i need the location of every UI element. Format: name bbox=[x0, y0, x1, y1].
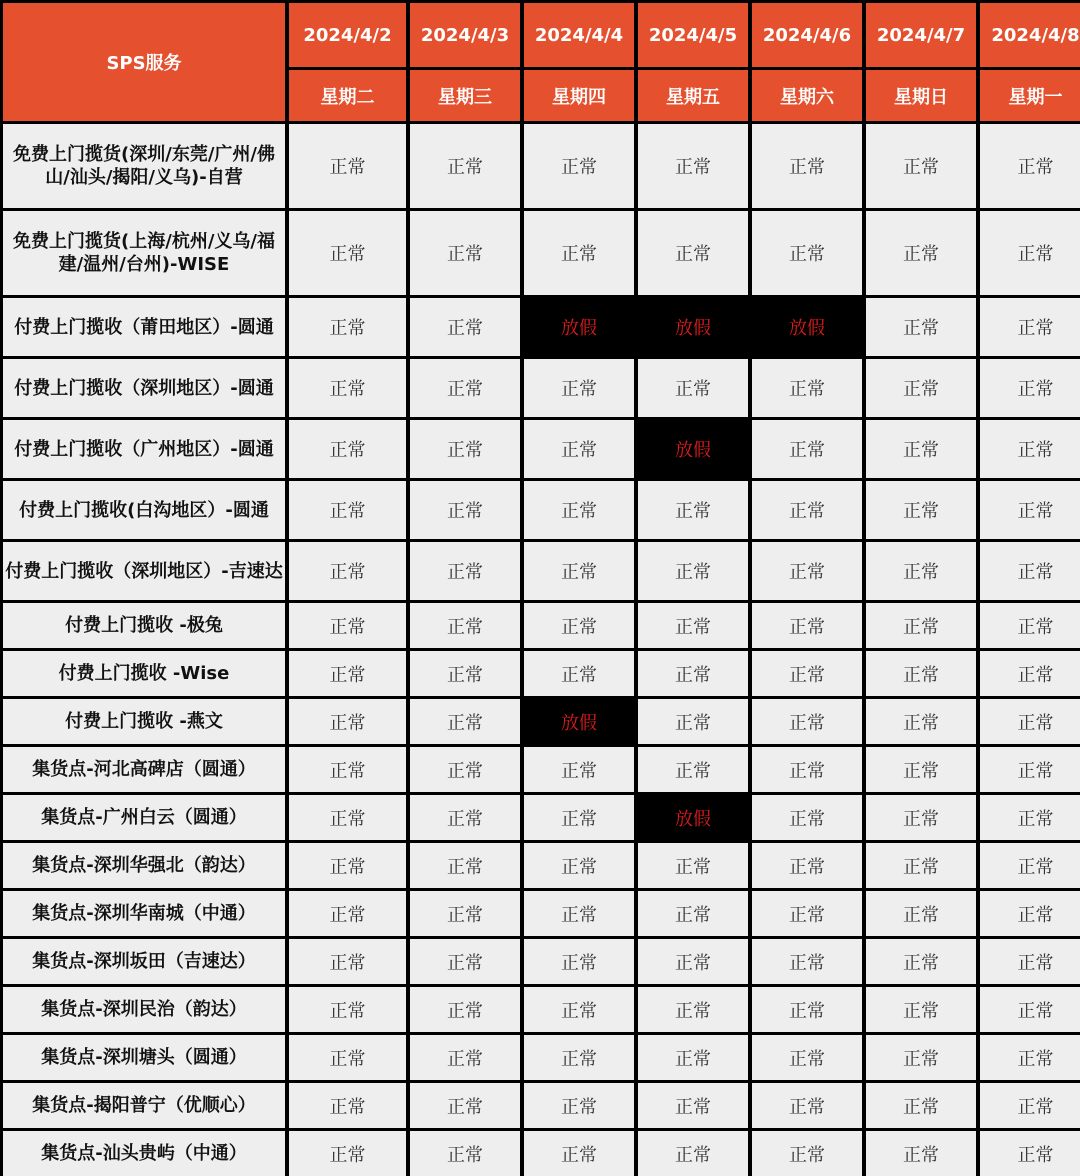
status-cell: 正常 bbox=[638, 1035, 748, 1080]
service-column-header: SPS服务 bbox=[3, 3, 285, 121]
status-cell: 正常 bbox=[524, 481, 634, 539]
service-name: 集货点-汕头贵屿（中通） bbox=[3, 1131, 285, 1176]
status-cell: 正常 bbox=[289, 542, 406, 600]
status-cell: 正常 bbox=[638, 843, 748, 888]
status-cell: 正常 bbox=[980, 843, 1080, 888]
status-cell: 正常 bbox=[410, 481, 520, 539]
service-name: 付费上门揽收 -极兔 bbox=[3, 603, 285, 648]
status-cell: 正常 bbox=[752, 481, 862, 539]
service-name: 集货点-深圳华南城（中通） bbox=[3, 891, 285, 936]
status-cell: 正常 bbox=[289, 1131, 406, 1176]
status-cell: 正常 bbox=[524, 542, 634, 600]
status-cell: 正常 bbox=[866, 1083, 976, 1128]
status-cell: 正常 bbox=[980, 420, 1080, 478]
status-cell: 正常 bbox=[752, 1131, 862, 1176]
status-cell: 正常 bbox=[289, 843, 406, 888]
service-name: 免费上门揽货(深圳/东莞/广州/佛山/汕头/揭阳/义乌)-自营 bbox=[3, 124, 285, 208]
status-cell: 正常 bbox=[980, 359, 1080, 417]
status-cell: 正常 bbox=[289, 481, 406, 539]
service-name: 集货点-揭阳普宁（优顺心） bbox=[3, 1083, 285, 1128]
service-name: 集货点-深圳华强北（韵达） bbox=[3, 843, 285, 888]
date-header: 2024/4/3 bbox=[410, 3, 520, 67]
weekday-header: 星期六 bbox=[752, 70, 862, 121]
status-cell: 正常 bbox=[638, 211, 748, 295]
status-cell: 正常 bbox=[410, 987, 520, 1032]
status-cell: 正常 bbox=[980, 1083, 1080, 1128]
status-cell: 正常 bbox=[866, 481, 976, 539]
status-cell: 正常 bbox=[866, 651, 976, 696]
status-cell: 正常 bbox=[289, 699, 406, 744]
status-cell: 正常 bbox=[524, 603, 634, 648]
status-cell: 正常 bbox=[980, 747, 1080, 792]
service-name: 付费上门揽收（莆田地区）-圆通 bbox=[3, 298, 285, 356]
status-cell: 正常 bbox=[524, 359, 634, 417]
status-cell: 正常 bbox=[980, 891, 1080, 936]
date-header: 2024/4/2 bbox=[289, 3, 406, 67]
status-cell: 正常 bbox=[289, 1035, 406, 1080]
status-cell: 正常 bbox=[980, 1131, 1080, 1176]
status-cell: 正常 bbox=[638, 747, 748, 792]
status-cell: 正常 bbox=[866, 795, 976, 840]
status-cell: 正常 bbox=[752, 843, 862, 888]
status-cell: 正常 bbox=[638, 987, 748, 1032]
status-cell: 正常 bbox=[866, 420, 976, 478]
status-cell: 正常 bbox=[866, 843, 976, 888]
date-header: 2024/4/6 bbox=[752, 3, 862, 67]
service-name: 付费上门揽收（深圳地区）-吉速达 bbox=[3, 542, 285, 600]
status-cell: 正常 bbox=[980, 1035, 1080, 1080]
holiday-status-cell: 放假 bbox=[524, 699, 634, 744]
status-cell: 正常 bbox=[980, 651, 1080, 696]
status-cell: 正常 bbox=[289, 420, 406, 478]
status-cell: 正常 bbox=[980, 987, 1080, 1032]
status-cell: 正常 bbox=[524, 420, 634, 478]
service-name: 付费上门揽收 -燕文 bbox=[3, 699, 285, 744]
status-cell: 正常 bbox=[638, 124, 748, 208]
status-cell: 正常 bbox=[410, 420, 520, 478]
status-cell: 正常 bbox=[638, 542, 748, 600]
status-cell: 正常 bbox=[524, 1035, 634, 1080]
status-cell: 正常 bbox=[638, 1131, 748, 1176]
status-cell: 正常 bbox=[289, 603, 406, 648]
status-cell: 正常 bbox=[638, 359, 748, 417]
status-cell: 正常 bbox=[289, 987, 406, 1032]
weekday-header: 星期五 bbox=[638, 70, 748, 121]
status-cell: 正常 bbox=[980, 211, 1080, 295]
status-cell: 正常 bbox=[752, 795, 862, 840]
status-cell: 正常 bbox=[638, 891, 748, 936]
status-cell: 正常 bbox=[410, 747, 520, 792]
date-header: 2024/4/5 bbox=[638, 3, 748, 67]
status-cell: 正常 bbox=[980, 603, 1080, 648]
weekday-header: 星期日 bbox=[866, 70, 976, 121]
status-cell: 正常 bbox=[866, 1131, 976, 1176]
weekday-header: 星期三 bbox=[410, 70, 520, 121]
status-cell: 正常 bbox=[638, 699, 748, 744]
service-name: 集货点-深圳塘头（圆通） bbox=[3, 1035, 285, 1080]
status-cell: 正常 bbox=[410, 124, 520, 208]
status-cell: 正常 bbox=[752, 1035, 862, 1080]
holiday-status-cell: 放假 bbox=[638, 298, 748, 356]
status-cell: 正常 bbox=[866, 939, 976, 984]
status-cell: 正常 bbox=[524, 939, 634, 984]
status-cell: 正常 bbox=[289, 939, 406, 984]
service-name: 付费上门揽收(白沟地区）-圆通 bbox=[3, 481, 285, 539]
status-cell: 正常 bbox=[524, 891, 634, 936]
date-header: 2024/4/4 bbox=[524, 3, 634, 67]
weekday-header: 星期二 bbox=[289, 70, 406, 121]
status-cell: 正常 bbox=[866, 298, 976, 356]
weekday-header: 星期一 bbox=[980, 70, 1080, 121]
status-cell: 正常 bbox=[638, 603, 748, 648]
status-cell: 正常 bbox=[866, 542, 976, 600]
status-cell: 正常 bbox=[752, 359, 862, 417]
status-cell: 正常 bbox=[752, 939, 862, 984]
status-cell: 正常 bbox=[410, 1083, 520, 1128]
status-cell: 正常 bbox=[410, 939, 520, 984]
status-cell: 正常 bbox=[410, 1035, 520, 1080]
status-cell: 正常 bbox=[289, 211, 406, 295]
status-cell: 正常 bbox=[752, 987, 862, 1032]
status-cell: 正常 bbox=[410, 211, 520, 295]
status-cell: 正常 bbox=[866, 359, 976, 417]
status-cell: 正常 bbox=[289, 124, 406, 208]
service-name: 集货点-广州白云（圆通） bbox=[3, 795, 285, 840]
status-cell: 正常 bbox=[289, 359, 406, 417]
holiday-status-cell: 放假 bbox=[752, 298, 862, 356]
status-cell: 正常 bbox=[410, 891, 520, 936]
status-cell: 正常 bbox=[752, 124, 862, 208]
status-cell: 正常 bbox=[410, 699, 520, 744]
status-cell: 正常 bbox=[866, 1035, 976, 1080]
status-cell: 正常 bbox=[638, 651, 748, 696]
service-name: 集货点-深圳坂田（吉速达） bbox=[3, 939, 285, 984]
status-cell: 正常 bbox=[410, 603, 520, 648]
status-cell: 正常 bbox=[289, 747, 406, 792]
status-cell: 正常 bbox=[524, 747, 634, 792]
status-cell: 正常 bbox=[410, 359, 520, 417]
status-cell: 正常 bbox=[980, 939, 1080, 984]
status-cell: 正常 bbox=[752, 747, 862, 792]
status-cell: 正常 bbox=[866, 987, 976, 1032]
status-cell: 正常 bbox=[866, 891, 976, 936]
status-cell: 正常 bbox=[752, 603, 862, 648]
status-cell: 正常 bbox=[638, 939, 748, 984]
status-cell: 正常 bbox=[752, 699, 862, 744]
service-name: 免费上门揽货(上海/杭州/义乌/福建/温州/台州)-WISE bbox=[3, 211, 285, 295]
status-cell: 正常 bbox=[524, 124, 634, 208]
status-cell: 正常 bbox=[866, 211, 976, 295]
status-cell: 正常 bbox=[524, 795, 634, 840]
status-cell: 正常 bbox=[980, 699, 1080, 744]
holiday-status-cell: 放假 bbox=[638, 420, 748, 478]
status-cell: 正常 bbox=[866, 124, 976, 208]
service-name: 集货点-深圳民治（韵达） bbox=[3, 987, 285, 1032]
status-cell: 正常 bbox=[866, 699, 976, 744]
status-cell: 正常 bbox=[980, 481, 1080, 539]
status-cell: 正常 bbox=[752, 1083, 862, 1128]
date-header: 2024/4/7 bbox=[866, 3, 976, 67]
status-cell: 正常 bbox=[410, 795, 520, 840]
date-header: 2024/4/8 bbox=[980, 3, 1080, 67]
status-cell: 正常 bbox=[410, 1131, 520, 1176]
holiday-status-cell: 放假 bbox=[524, 298, 634, 356]
service-name: 付费上门揽收（深圳地区）-圆通 bbox=[3, 359, 285, 417]
status-cell: 正常 bbox=[752, 542, 862, 600]
status-cell: 正常 bbox=[638, 1083, 748, 1128]
status-cell: 正常 bbox=[410, 843, 520, 888]
status-cell: 正常 bbox=[410, 298, 520, 356]
status-cell: 正常 bbox=[980, 795, 1080, 840]
status-cell: 正常 bbox=[980, 542, 1080, 600]
status-cell: 正常 bbox=[524, 987, 634, 1032]
status-cell: 正常 bbox=[289, 298, 406, 356]
status-cell: 正常 bbox=[524, 651, 634, 696]
service-name: 付费上门揽收 -Wise bbox=[3, 651, 285, 696]
status-cell: 正常 bbox=[752, 211, 862, 295]
status-cell: 正常 bbox=[289, 891, 406, 936]
status-cell: 正常 bbox=[524, 843, 634, 888]
status-cell: 正常 bbox=[866, 747, 976, 792]
status-cell: 正常 bbox=[980, 298, 1080, 356]
service-name: 付费上门揽收（广州地区）-圆通 bbox=[3, 420, 285, 478]
status-cell: 正常 bbox=[638, 481, 748, 539]
status-cell: 正常 bbox=[289, 795, 406, 840]
service-name: 集货点-河北高碑店（圆通） bbox=[3, 747, 285, 792]
status-cell: 正常 bbox=[524, 211, 634, 295]
status-cell: 正常 bbox=[866, 603, 976, 648]
status-cell: 正常 bbox=[752, 651, 862, 696]
status-cell: 正常 bbox=[524, 1083, 634, 1128]
status-cell: 正常 bbox=[980, 124, 1080, 208]
status-cell: 正常 bbox=[410, 651, 520, 696]
status-cell: 正常 bbox=[289, 651, 406, 696]
status-cell: 正常 bbox=[410, 542, 520, 600]
status-cell: 正常 bbox=[289, 1083, 406, 1128]
weekday-header: 星期四 bbox=[524, 70, 634, 121]
status-cell: 正常 bbox=[752, 420, 862, 478]
holiday-status-cell: 放假 bbox=[638, 795, 748, 840]
status-cell: 正常 bbox=[524, 1131, 634, 1176]
status-cell: 正常 bbox=[752, 891, 862, 936]
